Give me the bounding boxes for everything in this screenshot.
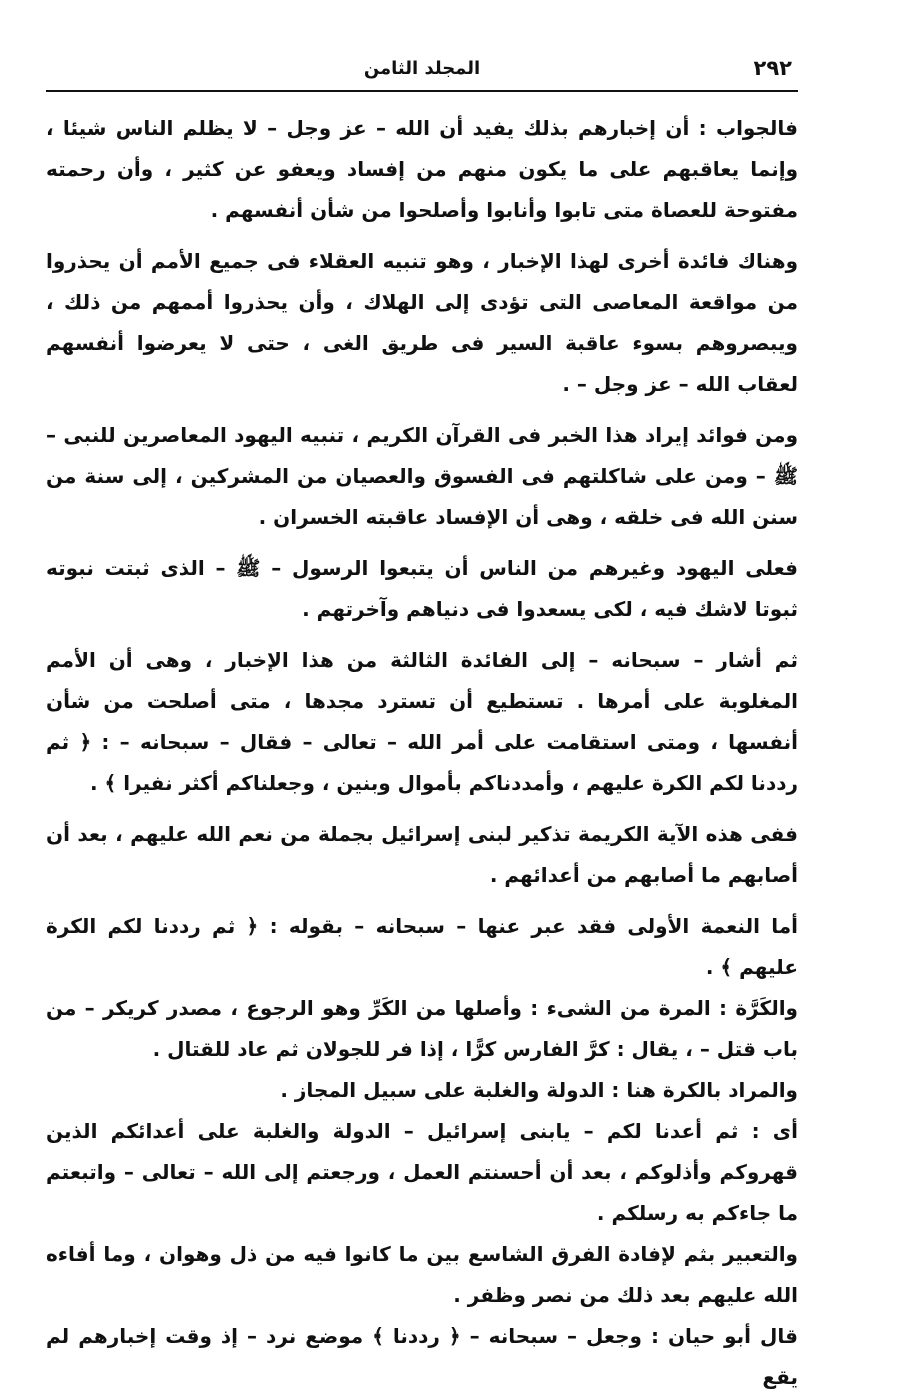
running-title: المجلد الثامن <box>363 58 481 79</box>
paragraph-second-benefit: وهناك فائدة أخرى لهذا الإخبار ، وهو تنبيه العقلاء فى جميع الأمم أن يحذروا من مواقعة المعاصى التى تؤدى إلى الهلاك ، وأن يحذروا أممهم من ذلك ، ويبصروهم بسوء عاقبة السير فى طريق الغى ، حتى لا يعرضوا أنفسهم لعقاب الله – عز وجل – . <box>46 249 798 396</box>
body-text <box>46 108 798 1398</box>
paragraph-thumma-usage: والتعبير بثم لإفادة الفرق الشاسع بين ما كانوا فيه من ذل وهوان ، وما أفاءه الله عليهم بعد ذلك من نصر وظفر . <box>46 1242 798 1307</box>
paragraph-verse-reminder: ففى هذه الآية الكريمة تذكير لبنى إسرائيل بجملة من نعم الله عليهم ، بعد أن أصابهم ما أصابهم من أعدائهم . <box>46 822 798 887</box>
paragraph-first-blessing: أما النعمة الأولى فقد عبر عنها – سبحانه – بقوله : ﴿ ثم رددنا لكم الكرة عليهم ﴾ . <box>46 914 798 979</box>
page-number: ٢٩٢ <box>753 56 792 80</box>
paragraph-third-benefit: ثم أشار – سبحانه – إلى الفائدة الثالثة من هذا الإخبار ، وهى أن الأمم المغلوبة على أمرها . تستطيع أن تسترد مجدها ، متى أصلحت من شأن أنفسها ، ومتى استقامت على أمر الله – تعالى – فقال – سبحانه – : ﴿ ثم رددنا لكم الكرة عليهم ، وأمددناكم بأموال وبنين ، وجعلناكم أكثر نفيرا ﴾ . <box>46 648 798 795</box>
paragraph-karra-definition: والكَرَّة : المرة من الشىء : وأصلها من الكَرِّ وهو الرجوع ، مصدر كريكر – من باب قتل – ، يقال : كرَّ الفارس كرًّا ، إذا فر للجولان ثم عاد للقتال . <box>46 996 798 1061</box>
page-header <box>46 52 798 92</box>
paragraph-karra-meaning: والمراد بالكرة هنا : الدولة والغلبة على سبيل المجاز . <box>280 1078 798 1102</box>
paragraph-abu-hayyan: قال أبو حيان : وجعل – سبحانه – ﴿ رددنا ﴾ موضع نرد – إذ وقت إخبارهم لم يقع <box>46 1324 798 1389</box>
paragraph-answer: فالجواب : أن إخبارهم بذلك يفيد أن الله – عز وجل – لا يظلم الناس شيئا ، وإنما يعاقبهم على ما يكون منهم من إفساد ويعفو عن كثير ، وأن رحمته مفتوحة للعصاة متى تابوا وأنابوا وأصلحوا من شأن أنفسهم . <box>46 116 798 222</box>
paragraph-quran-benefit: ومن فوائد إيراد هذا الخبر فى القرآن الكريم ، تنبيه اليهود المعاصرين للنبى – ﷺ – ومن على شاكلتهم فى الفسوق والعصيان من المشركين ، إلى سنة من سنن الله فى خلقه ، وهى أن الإفساد عاقبته الخسران . <box>46 423 798 529</box>
paragraph-follow-messenger: فعلى اليهود وغيرهم من الناس أن يتبعوا الرسول – ﷺ – الذى ثبتت نبوته ثبوتا لاشك فيه ، لكى يسعدوا فى دنياهم وآخرتهم . <box>46 556 798 621</box>
book-page <box>46 52 798 1398</box>
paragraph-explanation: أى : ثم أعدنا لكم – يابنى إسرائيل – الدولة والغلبة على أعدائكم الذين قهروكم وأذلوكم ، بعد أن أحسنتم العمل ، ورجعتم إلى الله – تعالى – واتبعتم ما جاءكم به رسلكم . <box>46 1119 798 1225</box>
